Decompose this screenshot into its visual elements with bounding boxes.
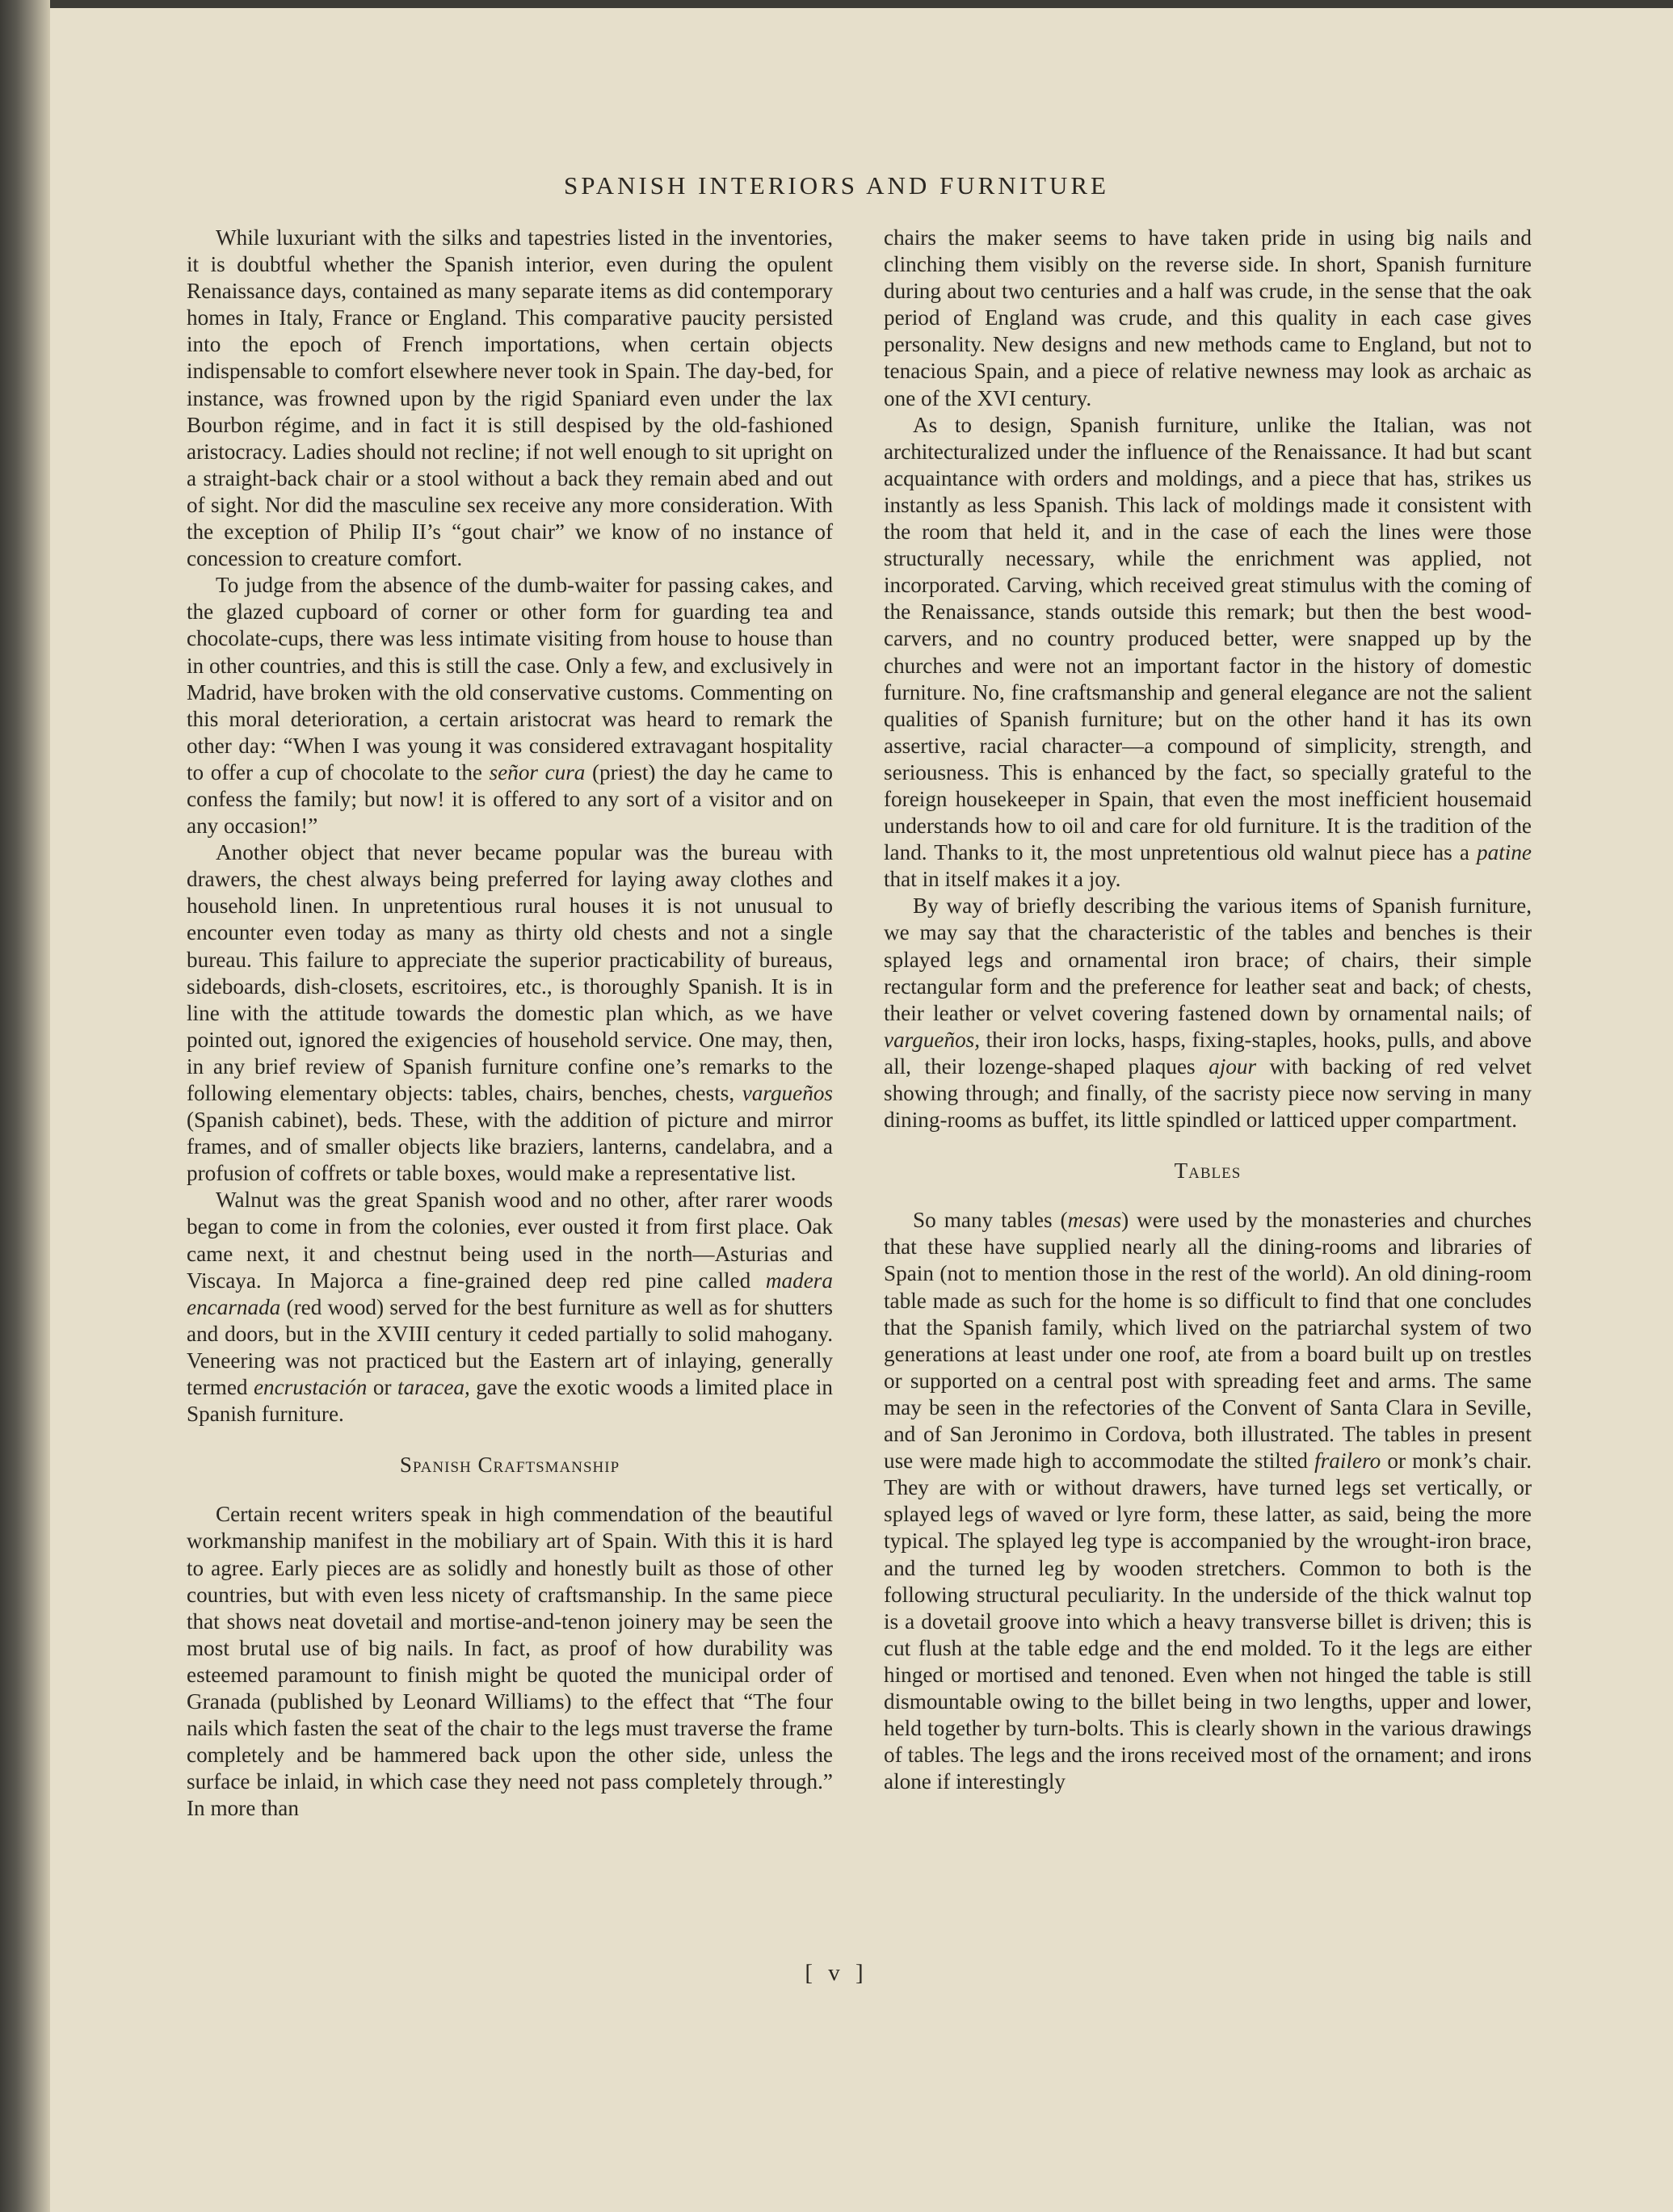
page-number: [ v ]	[805, 1960, 868, 1986]
paragraph: As to design, Spanish furniture, unlike the Italian, was not architecturalized under the influence of the Renaissance. It had but scant acquaintance with orders and moldings, and a piece that has, strikes us instantly as less Spanish. This lack of moldings made it consistent with the room that held it, and in the case of each the lines were those structurally necessary, while the enrichment was applied, not incorporated. Carving, which received great stimulus with the coming of the Renaissance, stands outside this remark; but then the best wood-carvers, and no country produced better, were snapped up by the churches and were not an important factor in the history of domestic furniture. No, fine craftsmanship and general elegance are not the salient qualities of Spanish furniture; but on the other hand it has its own assertive, racial character—a compound of simplicity, strength, and seriousness. This is enhanced by the fact, so specially grateful to the foreign housekeeper in Spain, that even the most inefficient housemaid understands how to oil and care for old furniture. It is the tradition of the land. Thanks to it, the most unpretentious old walnut piece has a patine that in itself makes it a joy.	[884, 412, 1532, 892]
section-heading-tables: Tables	[1174, 1159, 1242, 1184]
running-head: SPANISH INTERIORS AND FURNITURE	[564, 171, 1109, 200]
scan-top-edge	[0, 0, 1673, 8]
section-heading-craftsmanship: Spanish Craftsmanship	[399, 1453, 620, 1478]
paragraph-continued: chairs the maker seems to have taken pride in using big nails and clinching them visibly on the reverse side. In short, Spanish furniture during about two centuries and a half was crude, in the sense that the oak period of England was crude, and this quality in each case gives personality. New designs and new methods came to England, but not to tenacious Spain, and a piece of relative newness may look as archaic as one of the XVI century.	[884, 225, 1532, 410]
book-gutter-shadow	[0, 0, 50, 2212]
paragraph: Another object that never became popular was the bureau with drawers, the chest always being preferred for laying away clothes and household linen. In unpretentious rural houses it is not unusual to encounter even today as many as thirty old chests and not a single bureau. This failure to appreciate the superior practicability of bureaus, sideboards, dish-closets, escritoires, etc., is thoroughly Spanish. It is in line with the attitude towards the domestic plan which, as we have pointed out, ignored the exigencies of household service. One may, then, in any brief review of Spanish furniture confine one’s remarks to the following elementary objects: tables, chairs, benches, chests, vargueños (Spanish cabinet), beds. These, with the addition of picture and mirror frames, and of smaller objects like braziers, lanterns, candelabra, and a profusion of coffrets or table boxes, would make a representative list.	[187, 840, 833, 1186]
paragraph: Walnut was the great Spanish wood and no other, after rarer woods began to come in from the colonies, ever ousted it from first place. Oak came next, it and chestnut being used in the north—Asturias and Viscaya. In Majorca a fine-grained deep red pine called madera encarnada (red wood) served for the best furniture as well as for shutters and doors, but in the XVIII century it ceded partially to solid mahogany. Veneering was not practiced but the Eastern art of inlaying, generally termed encrustación or taracea, gave the exotic woods a limited place in Spanish furniture.	[187, 1188, 833, 1427]
right-column	[884, 225, 1532, 1795]
paragraph: Certain recent writers speak in high commendation of the beautiful workmanship manifest in the mobiliary art of Spain. With this it is hard to agree. Early pieces are as solidly and honestly built as those of other countries, but with even less nicety of craftsmanship. In the same piece that shows neat dovetail and mortise-and-tenon joinery may be seen the most brutal use of big nails. In fact, as proof of how durability was esteemed paramount to finish might be quoted the municipal order of Granada (published by Leonard Williams) to the effect that “The four nails which fasten the seat of the chair to the legs must traverse the frame completely and be hammered back upon the other side, unless the surface be inlaid, in which case they need not pass completely through.” In more than	[187, 1502, 833, 1821]
paragraph: So many tables (mesas) were used by the monasteries and churches that these have supplied nearly all the dining-rooms and libraries of Spain (not to mention those in the rest of the world). An old dining-room table made as such for the home is so difficult to find that one concludes that the Spanish family, which lived on the patriarchal system of two generations at least under one roof, ate from a board built up on trestles or supported on a central post with spreading feet and arms. The same may be seen in the refectories of the Convent of Santa Clara in Seville, and of San Jeronimo in Cordova, both illustrated. The tables in present use were made high to accommodate the stilted frailero or monk’s chair. They are with or without drawers, have turned legs set vertically, or splayed legs of waved or lyre form, these latter, as said, being the more typical. The splayed leg type is accompanied by the wrought-iron brace, and the turned leg by wooden stretchers. Common to both is the following structural peculiarity. In the underside of the thick walnut top is a dovetail groove into which a heavy transverse billet is driven; this is cut flush at the table edge and the end molded. To it the legs are either hinged or mortised and tenoned. Even when not hinged the table is still dismountable owing to the billet being in two lengths, upper and lower, held together by turn-bolts. This is clearly shown in the various drawings of tables. The legs and the irons received most of the ornament; and irons alone if interestingly	[884, 1208, 1532, 1794]
paragraph: By way of briefly describing the various items of Spanish furniture, we may say that the characteristic of the tables and benches is their splayed legs and ornamental iron brace; of chairs, their simple rectangular form and the preference for leather seat and back; of chests, their leather or velvet covering fastened down by ornamental nails; of vargueños, their iron locks, hasps, fixing-staples, hooks, pulls, and above all, their lozenge-shaped plaques ajour with backing of red velvet showing through; and finally, of the sacristy piece now serving in many dining-rooms as buffet, its little spindled or latticed upper compartment.	[884, 894, 1532, 1133]
paragraph: To judge from the absence of the dumb-waiter for passing cakes, and the glazed cupboard of corner or other form for guarding tea and chocolate-cups, there was less intimate visiting from house to house than in other countries, and this is still the case. Only a few, and exclusively in Madrid, have broken with the old conservative customs. Commenting on this moral deterioration, a certain aristocrat was heard to remark the other day: “When I was young it was considered extravagant hospitality to offer a cup of chocolate to the señor cura (priest) the day he came to confess the family; but now! it is offered to any sort of a visitor and on any occasion!”	[187, 573, 833, 839]
paragraph: While luxuriant with the silks and tapestries listed in the inventories, it is doubtful whether the Spanish interior, even during the opulent Renaissance days, contained as many separate items as did contemporary homes in Italy, France or England. This comparative paucity persisted into the epoch of French importations, when certain objects indispensable to comfort elsewhere never took in Spain. The day-bed, for instance, was frowned upon by the rigid Spaniard even under the lax Bourbon régime, and in fact it is still despised by the old-fashioned aristocracy. Ladies should not recline; if not well enough to sit upright on a straight-back chair or a stool without a back they remain abed and out of sight. Nor did the masculine sex receive any more consideration. With the exception of Philip II’s “gout chair” we know of no instance of concession to creature comfort.	[187, 225, 833, 571]
left-column	[187, 225, 833, 1822]
